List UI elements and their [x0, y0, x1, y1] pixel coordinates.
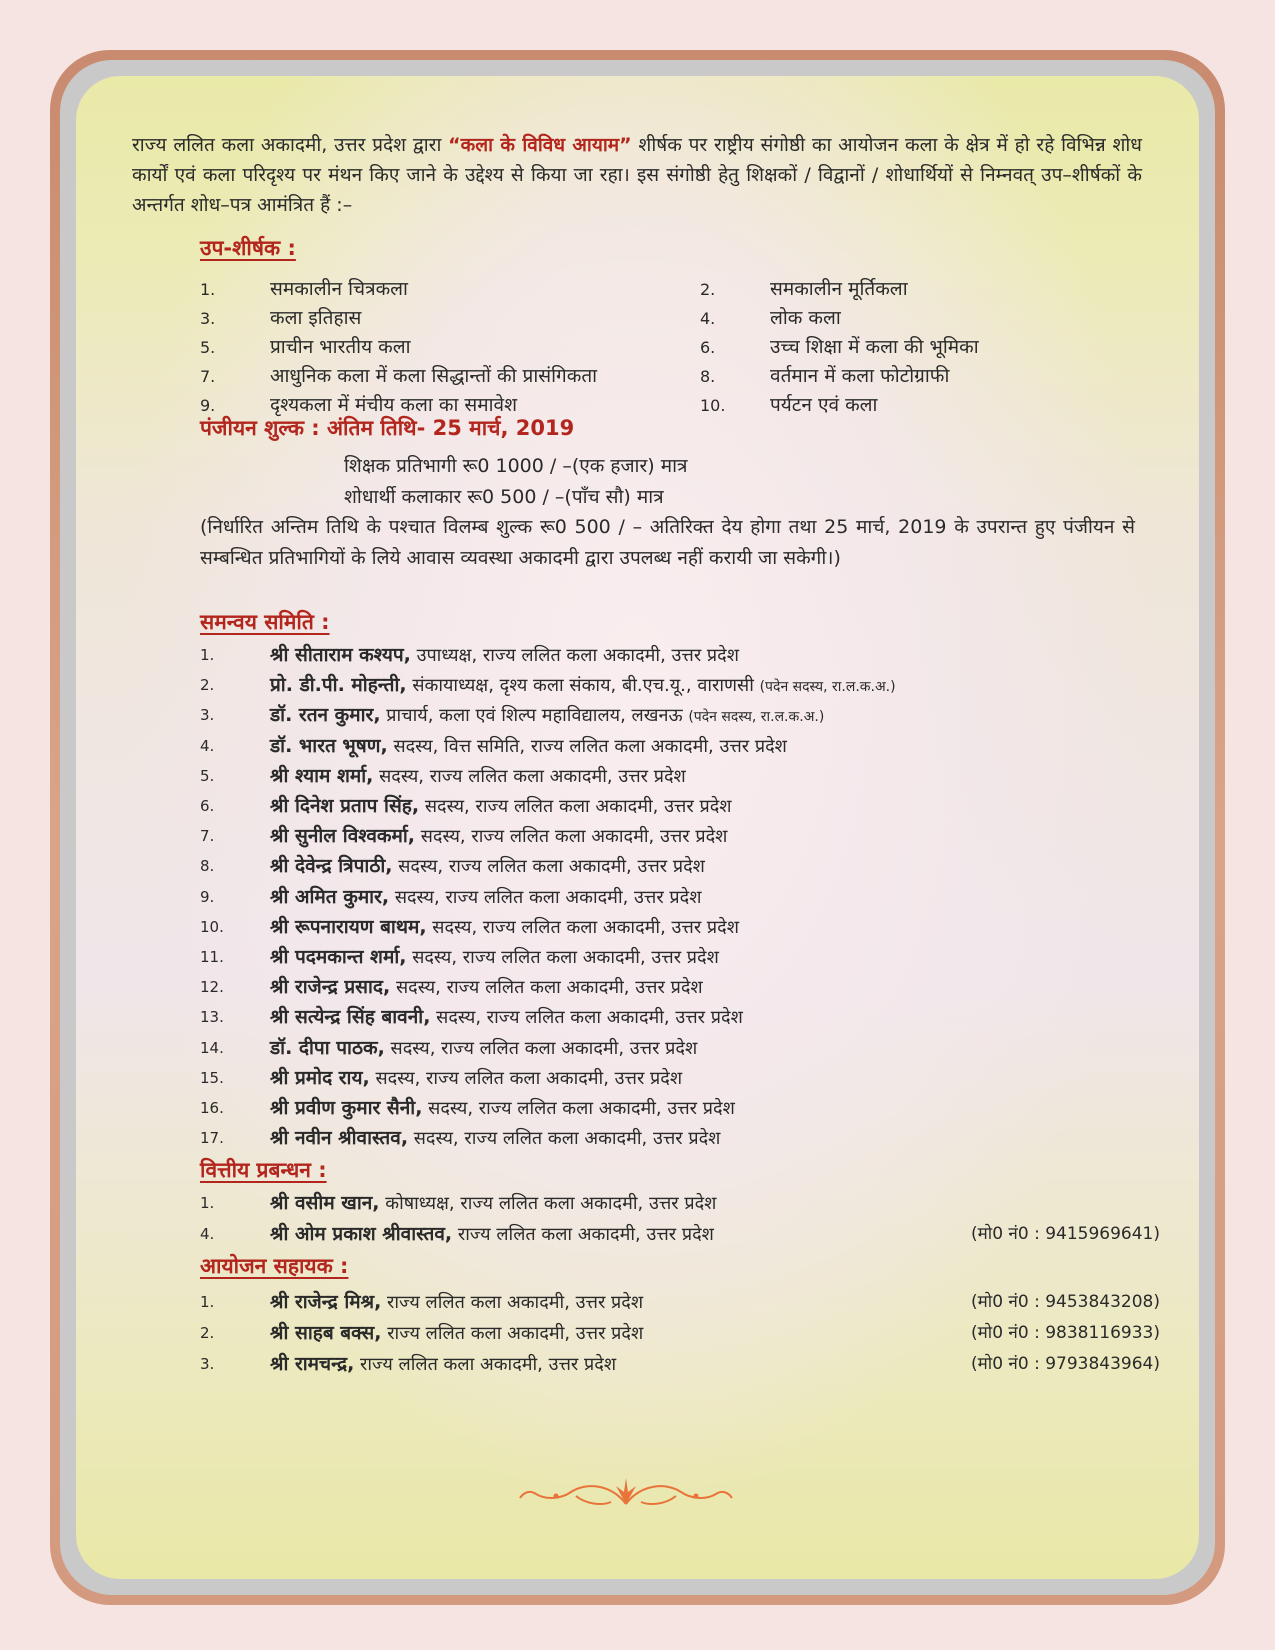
member-entry [270, 821, 727, 852]
member-name: श्री वसीम खान, [270, 1192, 380, 1214]
subtopic-text: दृश्यकला में मंचीय कला का समावेश [270, 394, 518, 416]
member-row [200, 1033, 1160, 1063]
member-phone: (मो0 नं0 : 9793843964) [971, 1354, 1160, 1374]
member-entry [270, 972, 703, 1003]
member-row [200, 791, 1160, 821]
member-number: 16. [200, 1099, 224, 1117]
subtopic-number: 5. [200, 338, 216, 357]
subtopic-text: प्राचीन भारतीय कला [270, 336, 411, 358]
subtopic-item [200, 303, 361, 333]
subtopic-item [200, 361, 597, 391]
subtopic-number: 4. [700, 309, 716, 328]
member-designation: उपाध्यक्ष, राज्य ललित कला अकादमी, उत्तर प्रदेश [410, 645, 739, 666]
subtopic-item [700, 361, 949, 391]
finance-heading: वित्तीय प्रबन्धन : [200, 1158, 327, 1182]
member-number: 14. [200, 1038, 224, 1057]
member-designation: सदस्य, राज्य ललित कला अकादमी, उत्तर प्रदेश [422, 1098, 735, 1119]
member-designation: सदस्य, राज्य ललित कला अकादमी, उत्तर प्रदेश [390, 977, 703, 999]
subtopic-text: वर्तमान में कला फोटोग्राफी [770, 365, 950, 387]
subtopic-item [200, 274, 408, 304]
member-entry [270, 1287, 643, 1318]
member-name: श्री राजेन्द्र मिश्र, [270, 1291, 382, 1313]
member-row [200, 1287, 1160, 1317]
member-name: डॉ. भारत भूषण, [270, 734, 388, 757]
subtopic-number: 10. [700, 396, 726, 415]
member-name: श्री पदमकान्त शर्मा, [270, 946, 407, 968]
member-row [200, 942, 1160, 972]
member-entry [270, 670, 896, 702]
subtopic-number: 6. [700, 338, 716, 357]
member-entry [270, 1188, 716, 1219]
member-name: श्री प्रवीण कुमार सैनी, [270, 1097, 423, 1119]
member-name: डॉ. रतन कुमार, [270, 704, 381, 727]
member-number: 4. [200, 1225, 215, 1243]
member-row [200, 670, 1160, 700]
member-name: श्री दिनेश प्रताप सिंह, [270, 795, 420, 817]
member-name: श्री नवीन श्रीवास्तव, [270, 1127, 409, 1150]
member-designation: सदस्य, राज्य ललित कला अकादमी, उत्तर प्रदेश [369, 1067, 683, 1089]
member-number: 15. [200, 1068, 224, 1087]
member-number: 10. [200, 917, 224, 936]
member-entry [270, 791, 732, 822]
member-designation: सदस्य, राज्य ललित कला अकादमी, उत्तर प्रदेश [415, 826, 728, 848]
member-designation: सदस्य, राज्य ललित कला अकादमी, उत्तर प्रदेश [392, 856, 705, 878]
subtopic-item [200, 332, 411, 362]
member-name: प्रो. डी.पी. मोहन्ती, [270, 674, 407, 697]
member-designation: सदस्य, राज्य ललित कला अकादमी, उत्तर प्रदेश [419, 796, 732, 817]
member-row [200, 640, 1160, 670]
member-designation: सदस्य, राज्य ललित कला अकादमी, उत्तर प्रदेश [373, 765, 686, 787]
member-phone: (मो0 नं0 : 9415969641) [971, 1224, 1160, 1244]
member-entry [270, 882, 701, 913]
member-row [200, 1219, 1160, 1249]
member-number: 3. [200, 1355, 215, 1373]
member-number: 5. [200, 766, 215, 785]
member-number: 3. [200, 706, 215, 725]
member-entry [270, 1219, 714, 1250]
member-entry [270, 851, 705, 882]
subtopic-item [700, 390, 877, 420]
member-number: 12. [200, 978, 224, 997]
member-row [200, 912, 1160, 942]
member-designation: राज्य ललित कला अकादमी, उत्तर प्रदेश [381, 1323, 644, 1344]
subtopic-item [700, 303, 841, 333]
member-phone: (मो0 नं0 : 9453843208) [971, 1292, 1160, 1312]
member-number: 1. [200, 646, 215, 664]
member-number: 1. [200, 1194, 215, 1212]
committee-heading: समन्वय समिति : [200, 610, 330, 634]
subtopic-text: पर्यटन एवं कला [770, 394, 878, 416]
member-entry [270, 1033, 697, 1064]
member-ex-officio: (पदेन सदस्य, रा.ल.क.अ.) [759, 679, 896, 696]
member-entry [270, 1063, 682, 1094]
member-row [200, 1002, 1160, 1032]
member-number: 11. [200, 948, 224, 966]
subtopic-text: कला इतिहास [270, 307, 362, 329]
member-number: 4. [200, 736, 215, 755]
fee-researcher: शोधार्थी कलाकार रू0 500 / –(पाँच सौ) मात्र [344, 486, 664, 508]
member-row [200, 821, 1160, 851]
intro-text-1: राज्य ललित कला अकादमी, उत्तर प्रदेश द्वारा [132, 134, 449, 156]
member-row [200, 1349, 1160, 1379]
member-entry [270, 761, 686, 792]
member-row [200, 731, 1160, 761]
member-entry [270, 1093, 735, 1124]
subtopic-number: 1. [200, 280, 216, 299]
member-entry [270, 1123, 720, 1154]
subtopic-number: 2. [700, 280, 716, 299]
document-content [76, 76, 1199, 1579]
member-designation: सदस्य, राज्य ललित कला अकादमी, उत्तर प्रदेश [430, 1007, 743, 1029]
member-designation: सदस्य, राज्य ललित कला अकादमी, उत्तर प्रदेश [426, 916, 739, 938]
member-name: श्री अमित कुमार, [270, 885, 390, 908]
member-name: डॉ. दीपा पाठक, [270, 1036, 385, 1059]
member-number: 2. [200, 1324, 215, 1342]
member-designation: सदस्य, राज्य ललित कला अकादमी, उत्तर प्रदेश [384, 1037, 698, 1059]
seminar-title: “कला के विविध आयाम” [448, 134, 632, 156]
fee-teacher: शिक्षक प्रतिभागी रू0 1000 / –(एक हजार) मात्र [344, 455, 688, 477]
member-name: श्री सुनील विश्वकर्मा, [270, 825, 416, 848]
member-name: श्री सीताराम कश्यप, [270, 644, 411, 666]
subtopic-text: आधुनिक कला में कला सिद्धान्तों की प्रासंगिकता [270, 365, 598, 387]
subtopic-text: समकालीन चित्रकला [270, 278, 408, 300]
member-phone: (मो0 नं0 : 9838116933) [971, 1323, 1160, 1343]
subtopic-item [700, 332, 979, 362]
member-entry [270, 731, 787, 762]
member-number: 9. [200, 887, 215, 906]
member-designation: राज्य ललित कला अकादमी, उत्तर प्रदेश [452, 1224, 714, 1245]
assistants-heading: आयोजन सहायक : [200, 1254, 349, 1278]
member-designation: सदस्य, राज्य ललित कला अकादमी, उत्तर प्रदेश [406, 947, 719, 968]
subtopic-number: 8. [700, 367, 716, 386]
member-number: 1. [200, 1293, 215, 1311]
member-row [200, 1063, 1160, 1093]
member-number: 17. [200, 1129, 224, 1148]
member-row [200, 761, 1160, 791]
member-name: श्री रामचन्द्र, [270, 1353, 355, 1375]
late-fee-note: (निर्धारित अन्तिम तिथि के पश्चात विलम्ब शुल्क रू0 500 / – अतिरिक्त देय होगा तथा 25 मार्च, 2019 के उपरान्त हुए पंजीयन से सम्बन्धित प्रतिभागियों के लिये आवास व्यवस्था अकादमी द्वारा उपलब्ध नहीं करायी जा सकेगी।) [200, 516, 1135, 569]
member-name: श्री साहब बक्स, [270, 1322, 382, 1344]
member-entry [270, 1318, 643, 1349]
member-number: 7. [200, 827, 215, 846]
member-designation: सदस्य, वित्त समिति, राज्य ललित कला अकादमी, उत्तर प्रदेश [387, 735, 787, 757]
member-name: श्री श्याम शर्मा, [270, 764, 374, 787]
member-designation: प्राचार्य, कला एवं शिल्प महाविद्यालय, लखनऊ [380, 705, 689, 727]
member-name: श्री प्रमोद राय, [270, 1066, 370, 1089]
intro-paragraph [132, 130, 1142, 220]
member-entry [270, 912, 739, 943]
member-ex-officio: (पदेन सदस्य, रा.ल.क.अ.) [688, 709, 825, 726]
registration-heading: पंजीयन शुल्क : अंतिम तिथि- 25 मार्च, 2019 [200, 416, 575, 440]
member-entry [270, 1002, 743, 1033]
subtopic-number: 7. [200, 367, 216, 386]
member-row [200, 1318, 1160, 1348]
member-designation: संकायाध्यक्ष, दृश्य कला संकाय, बी.एच.यू., वाराणसी [406, 675, 760, 697]
subtopic-number: 9. [200, 396, 216, 415]
member-designation: राज्य ललित कला अकादमी, उत्तर प्रदेश [381, 1292, 644, 1313]
member-name: श्री देवेन्द्र त्रिपाठी, [270, 855, 393, 878]
member-row [200, 1093, 1160, 1123]
subtopic-number: 3. [200, 309, 216, 328]
intro-text-2: शीर्षक पर राष्ट्रीय संगोष्ठी का आयोजन कला के क्षेत्र में हो रहे विभिन्न शोध कार्यों एवं कला परिदृश्य पर मंथन किए जाने के उद्देश्य से किया जा रहा। इस संगोष्ठी हेतु शिक्षकों / विद्वानों / शोधार्थियों से निम्नवत् उप–शीर्षकों के अन्तर्गत शोध–पत्र आमंत्रित हैं :– [132, 134, 1142, 216]
member-entry [270, 1349, 616, 1380]
subtopics-heading: उप-शीर्षक : [200, 236, 296, 260]
document-panel [76, 76, 1199, 1579]
member-name: श्री रूपनारायण बाथम, [270, 915, 427, 938]
member-number: 13. [200, 1008, 224, 1027]
member-designation: सदस्य, राज्य ललित कला अकादमी, उत्तर प्रदेश [408, 1128, 721, 1150]
member-number: 8. [200, 857, 215, 876]
member-designation: कोषाध्यक्ष, राज्य ललित कला अकादमी, उत्तर प्रदेश [379, 1193, 717, 1214]
subtopic-text: उच्च शिक्षा में कला की भूमिका [770, 336, 979, 358]
fee-block [344, 451, 687, 513]
subtopic-item [700, 274, 908, 304]
member-row [200, 882, 1160, 912]
member-name: श्री सत्येन्द्र सिंह बावनी, [270, 1006, 431, 1029]
member-row [200, 972, 1160, 1002]
subtopic-text: समकालीन मूर्तिकला [770, 278, 908, 300]
member-name: श्री राजेन्द्र प्रसाद, [270, 976, 391, 999]
member-designation: सदस्य, राज्य ललित कला अकादमी, उत्तर प्रदेश [389, 886, 702, 908]
floral-divider-icon [516, 1474, 736, 1514]
member-row [200, 1123, 1160, 1153]
member-entry [270, 700, 824, 732]
member-entry [270, 640, 739, 671]
subtopic-text: लोक कला [770, 307, 841, 329]
member-number: 2. [200, 676, 215, 695]
member-row [200, 1188, 1160, 1218]
member-number: 6. [200, 797, 215, 815]
member-designation: राज्य ललित कला अकादमी, उत्तर प्रदेश [354, 1354, 617, 1375]
member-row [200, 851, 1160, 881]
member-name: श्री ओम प्रकाश श्रीवास्तव, [270, 1223, 453, 1245]
member-row [200, 700, 1160, 730]
member-entry [270, 942, 719, 973]
